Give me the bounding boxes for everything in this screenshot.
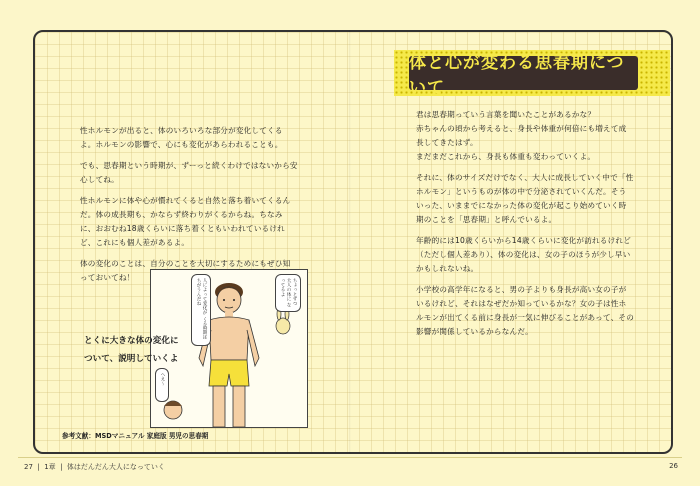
page-title: 体と心が変わる思春期について bbox=[409, 53, 625, 98]
right-page-number: 26 bbox=[669, 462, 678, 470]
right-paragraph: それに、体のサイズだけでなく、大人に成長していく中で「性ホルモン」というものが体の中で分泌されていくんだ。そういった、いままでになかった体の変化が起こり始めていく時期のことを「思春期」と呼んでいるよ。 bbox=[416, 173, 634, 224]
chapter-label: 1章 bbox=[44, 463, 56, 471]
left-text-column bbox=[80, 124, 298, 292]
reference-note: 参考文献：MSDマニュアル 家庭版 男児の思春期 bbox=[62, 432, 209, 440]
page-gutter bbox=[349, 30, 351, 454]
right-paragraph-text: 赤ちゃんの頃から考えると、身長や体重が何倍にも増えて成長してきたはず。 bbox=[416, 124, 627, 147]
speech-bubble-boy: ちょっとずつ 大人の体に なってるよ bbox=[275, 274, 301, 312]
right-paragraph: 小学校の高学年になると、男の子よりも身長が高い女の子がいるけれど、それはなぜだか知っているかな？女の子は性ホルモンが出てくる前に身長が一気に伸びることがあって、その影響が関係しているからなんだ。 bbox=[416, 285, 634, 336]
footer-left: 27 | 1章 | 体はだんだん大人になっていく bbox=[24, 463, 165, 471]
left-paragraph: 性ホルモンに体や心が慣れてくると自然と落ち着いてくるんだ。体の成長期も、かならず終わりがくるからね。ちなみに、おおむね18歳くらいに落ち着くともいわれているけれど、これにも個人差があるよ。 bbox=[80, 196, 291, 247]
left-paragraph: 性ホルモンが出ると、体のいろいろな部分が変化してくるよ。ホルモンの影響で、心にも変化があらわれることも。 bbox=[80, 126, 283, 149]
left-page-number: 27 bbox=[24, 463, 33, 471]
left-paragraph: 体の変化のことは、自分のことを大切にするためにもぜひ知っておいてね！ bbox=[80, 259, 291, 282]
speech-bubble-small: へえ〜 bbox=[155, 368, 169, 402]
chapter-title: 体はだんだん大人になっていく bbox=[66, 463, 165, 471]
right-paragraph: 年齢的には10歳くらいから14歳くらいに変化が訪れるけれど（ただし個人差あり）、体の変化は、女の子のほうが少し早いかもしれないね。 bbox=[416, 236, 631, 273]
right-paragraph-text: まだまだこれから、身長も体重も変わっていくよ。 bbox=[416, 152, 596, 161]
right-paragraph bbox=[416, 108, 634, 164]
speech-bubble-center: 人によって変化が くる時期は ちがうんだね bbox=[191, 274, 211, 346]
footer-rule bbox=[18, 457, 682, 458]
right-paragraph-text: 君は思春期っていう言葉を聞いたことがあるかな？ bbox=[416, 110, 596, 119]
illustration-caption: とくに大きな体の変化について、説明していくよ bbox=[84, 336, 179, 364]
left-paragraph: でも、思春期という時期が、ずーっと続くわけではないから安心してね。 bbox=[80, 161, 298, 184]
title-box bbox=[409, 53, 638, 98]
right-text-column bbox=[416, 108, 634, 346]
